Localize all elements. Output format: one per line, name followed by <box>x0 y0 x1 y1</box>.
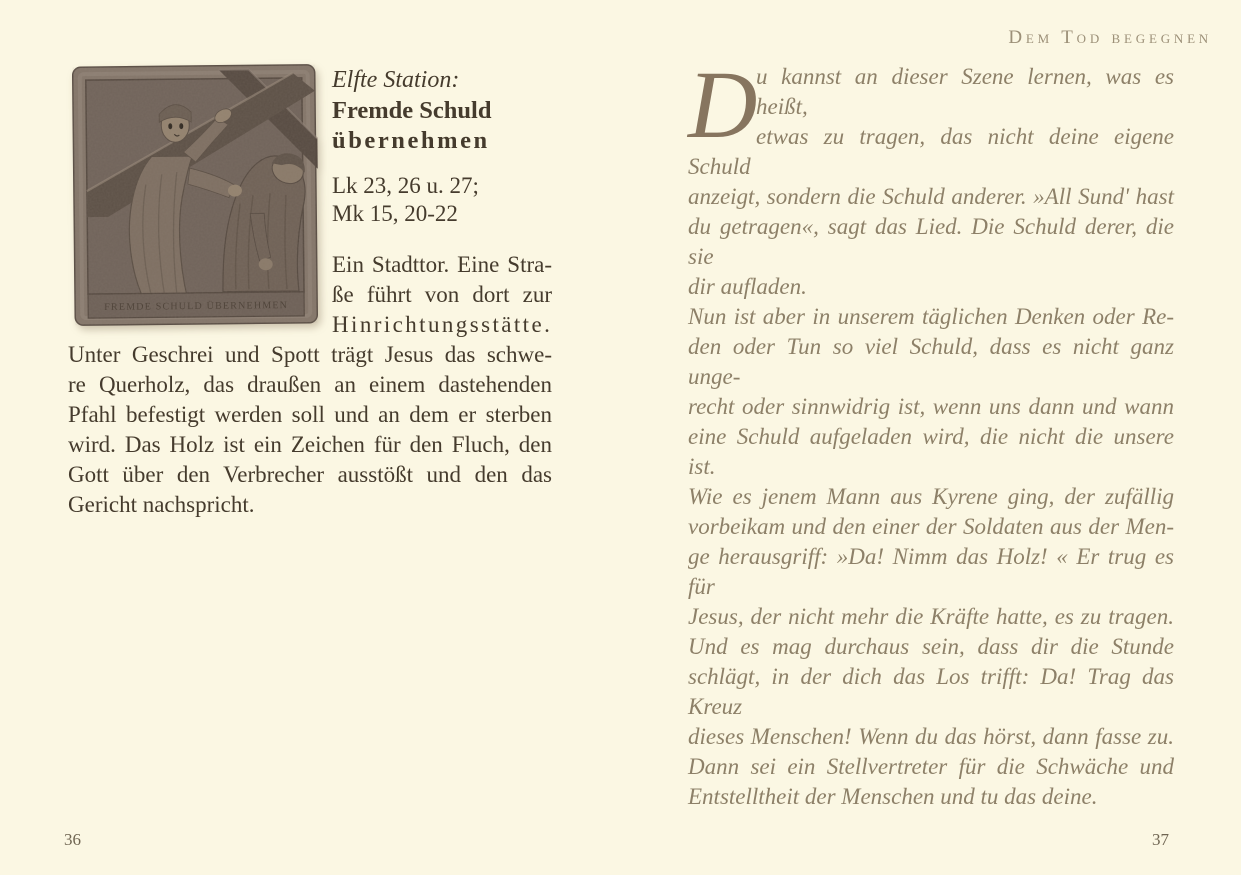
text-line: dir aufladen. <box>688 274 807 299</box>
text-line: u kannst an dieser Szene lernen, was es heißt, <box>756 64 1174 119</box>
relief-image <box>72 64 318 328</box>
text-line: den oder Tun so viel Schuld, dass es nicht ganz unge- <box>688 334 1174 389</box>
drop-cap: D <box>688 51 758 158</box>
text-line: Nun ist aber in unserem täglichen Denken oder Re- <box>688 304 1174 329</box>
left-body-text <box>68 340 552 520</box>
left-body-narrow-column <box>332 250 552 340</box>
text-line: übernehmen <box>332 127 490 154</box>
bronze-relief-graphic <box>72 64 318 328</box>
text-line: Unter Geschrei und Spott trägt Jesus das schwe- <box>68 342 552 367</box>
text-line: Jesus, der nicht mehr die Kräfte hatte, es zu tragen. <box>688 604 1174 629</box>
text-line: Mk 15, 20-22 <box>332 201 458 226</box>
text-line: du getragen«, sagt das Lied. Die Schuld derer, die sie <box>688 214 1174 269</box>
text-line: re Querholz, das draußen an einem dastehenden <box>68 372 552 397</box>
text-line: Und es mag durchaus sein, dass dir die Stunde <box>688 634 1174 659</box>
text-line: etwas zu tragen, das nicht deine eigene Schuld <box>688 124 1174 179</box>
text-line: Gott über den Verbrecher ausstößt und den das <box>68 462 552 487</box>
text-line: Gericht nachspricht. <box>68 492 255 517</box>
text-line: ge herausgriff: »Da! Nimm das Holz! « Er trug es für <box>688 544 1174 599</box>
right-body-text <box>688 51 1174 812</box>
text-line: schlägt, in der dich das Los trifft: Da! Trag das Kreuz <box>688 664 1174 719</box>
text-line: recht oder sinnwidrig ist, wenn uns dann und wann <box>688 394 1174 419</box>
text-line: Pfahl befestigt werden soll und an dem er sterben <box>68 402 552 427</box>
running-head: Dem Tod begegnen <box>1008 27 1212 48</box>
text-line: Hinrichtungsstätte. <box>332 312 553 337</box>
text-line: ße führt von dort zur <box>332 282 552 307</box>
station-heading <box>332 64 556 228</box>
text-line: Wie es jenem Mann aus Kyrene ging, der zufällig <box>688 484 1174 509</box>
text-line: Lk 23, 26 u. 27; <box>332 173 479 198</box>
text-line: vorbeikam und den einer der Soldaten aus der Men- <box>688 514 1174 539</box>
page-number-right: 37 <box>1152 830 1169 849</box>
text-line: wird. Das Holz ist ein Zeichen für den Fluch, den <box>68 432 552 457</box>
text-line: anzeigt, sondern die Schuld anderer. »All Sund' hast <box>688 184 1174 209</box>
right-body-lines <box>688 51 1174 812</box>
text-line: dieses Menschen! Wenn du das hörst, dann fasse zu. <box>688 724 1174 749</box>
page-number-left: 36 <box>64 830 81 849</box>
text-line: Fremde Schuld <box>332 97 492 124</box>
scripture-reference <box>332 172 556 228</box>
text-line: Ein Stadttor. Eine Stra- <box>332 252 552 277</box>
text-line: Entstelltheit der Menschen und tu das deine. <box>688 784 1098 809</box>
station-label: Elfte Station: <box>332 67 460 93</box>
station-title <box>332 96 556 156</box>
text-line: eine Schuld aufgeladen wird, die nicht die unsere ist. <box>688 424 1174 479</box>
text-line: Dann sei ein Stellvertreter für die Schwäche und <box>688 754 1174 779</box>
